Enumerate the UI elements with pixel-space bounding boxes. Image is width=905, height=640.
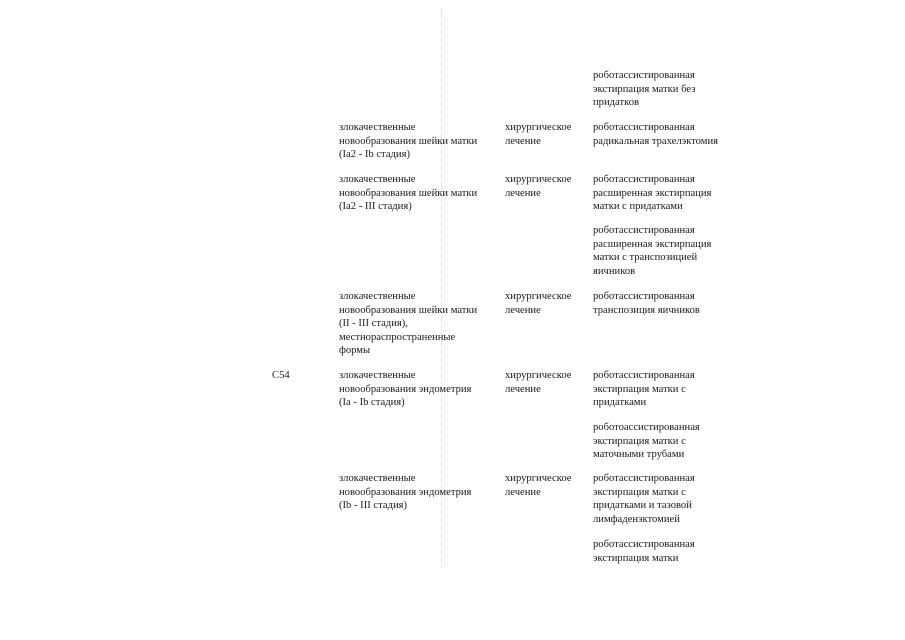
text-line: лечение <box>505 304 541 316</box>
text-line: роботассистированная <box>593 539 695 550</box>
text-line: роботассистированная <box>593 473 695 484</box>
text-line: придатками <box>593 397 647 409</box>
text-line: лечение <box>505 135 541 147</box>
text-line: злокачественные <box>339 174 416 185</box>
text-line: придатков <box>593 97 639 109</box>
text-line: лечение <box>505 187 541 199</box>
text-line: лечение <box>505 383 541 395</box>
method-cell <box>593 290 700 317</box>
treatment-cell <box>505 290 571 317</box>
text-line: экстирпация матки <box>593 552 679 564</box>
text-line: транспозиция яичников <box>593 304 700 316</box>
treatment-cell <box>505 121 571 148</box>
text-line: матки с транспозицией <box>593 252 698 264</box>
text-line: матки с придатками <box>593 201 683 213</box>
text-line: экстирпация матки с <box>593 486 686 498</box>
text-line: роботассистированная <box>593 174 695 185</box>
text-line: новообразования эндометрия <box>339 383 472 395</box>
text-line: экстирпация матки с <box>593 383 686 395</box>
text-line: (II - III стадия), <box>339 318 408 330</box>
text-line: лечение <box>505 486 541 498</box>
method-cell <box>593 538 695 565</box>
diagnosis-cell <box>339 121 477 162</box>
text-line: хирургическое <box>505 291 572 302</box>
text-line: роботассистированная <box>593 122 695 133</box>
text-line: экстирпация матки без <box>593 83 696 95</box>
method-cell <box>593 69 695 110</box>
diagnosis-cell <box>339 369 471 410</box>
code-cell <box>272 369 290 383</box>
text-line: хирургическое <box>505 122 572 133</box>
method-cell <box>593 224 711 278</box>
text-line: хирургическое <box>505 174 572 185</box>
text-line: формы <box>339 345 371 357</box>
text-line: новообразования шейки матки <box>339 187 478 199</box>
text-line: придатками и тазовой <box>593 500 692 512</box>
text-line: яичников <box>593 265 636 277</box>
method-cell <box>593 369 695 410</box>
treatment-cell <box>505 472 571 499</box>
text-line: роботассистированная <box>593 70 695 81</box>
text-line: расширенная экстирпация <box>593 187 712 199</box>
text-line: злокачественные <box>339 291 416 302</box>
text-line: роботассистированная <box>593 370 695 381</box>
method-cell <box>593 121 718 148</box>
text-line: лимфаденэктомией <box>593 513 680 525</box>
text-line: расширенная экстирпация <box>593 238 712 250</box>
text-line: злокачественные <box>339 122 416 133</box>
text-line: хирургическое <box>505 370 572 381</box>
diagnosis-cell <box>339 472 471 513</box>
method-cell <box>593 421 700 462</box>
text-line: злокачественные <box>339 473 416 484</box>
text-line: (Ia - Ib стадия) <box>339 397 405 409</box>
text-line: хирургическое <box>505 473 572 484</box>
text-line: (Ia2 - III стадия) <box>339 201 412 213</box>
treatment-cell <box>505 369 571 396</box>
text-line: новообразования шейки матки <box>339 304 478 316</box>
method-cell <box>593 173 711 214</box>
text-line: роботоассистированная <box>593 422 700 433</box>
text-line: новообразования эндометрия <box>339 486 472 498</box>
text-line: маточными трубами <box>593 449 685 461</box>
method-cell <box>593 472 695 526</box>
diagnosis-code: C54 <box>272 370 290 381</box>
diagnosis-cell <box>339 173 477 214</box>
text-line: роботассистированная <box>593 225 695 236</box>
text-line: (Ib - III стадия) <box>339 500 408 512</box>
text-line: местнораспространенные <box>339 331 456 343</box>
text-line: новообразования шейки матки <box>339 135 478 147</box>
text-line: экстирпация матки с <box>593 435 686 447</box>
diagnosis-cell <box>339 290 477 358</box>
text-line: (Ia2 - Ib стадия) <box>339 149 410 161</box>
text-line: злокачественные <box>339 370 416 381</box>
treatment-cell <box>505 173 571 200</box>
text-line: роботассистированная <box>593 291 695 302</box>
text-line: радикальная трахелэктомия <box>593 135 719 147</box>
